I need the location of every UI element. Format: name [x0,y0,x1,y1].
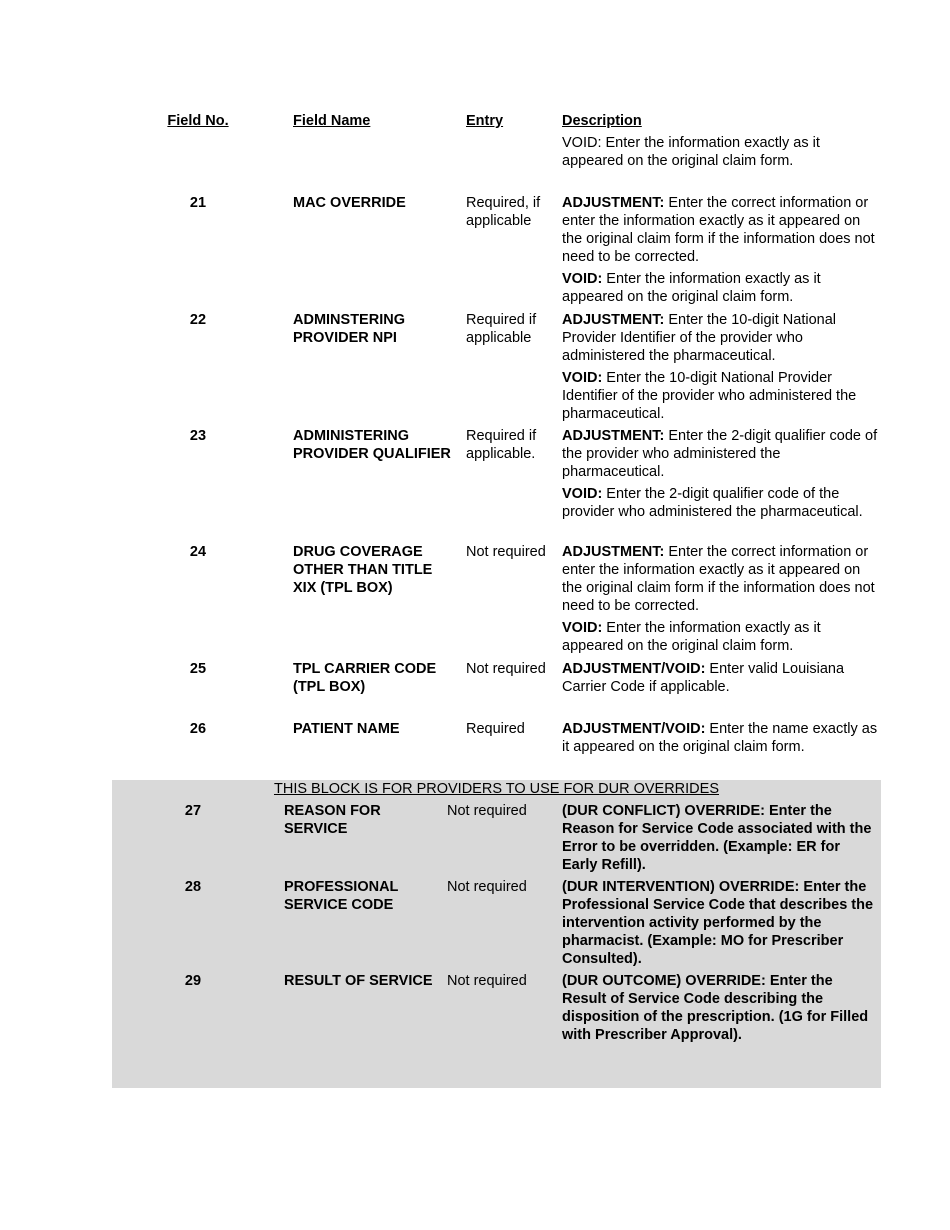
field-entry: Not required [447,803,527,819]
desc-text: Enter the 10-digit National Provider Identifier of the provider who administered the pharmaceutical. [562,370,857,422]
field-description: (DUR CONFLICT) OVERRIDE: Enter the Reason for Service Code associated with the Error to be overridden. (Example: ER for Early Refill). [562,803,872,873]
field-entry: Not required [466,661,546,677]
field-name: ADMINISTERING PROVIDER QUALIFIER [293,428,451,462]
field-entry: Required if applicable. [466,428,537,462]
field-name: PROFESSIONAL SERVICE CODE [284,879,399,913]
field-entry: Not required [447,973,527,989]
field-name: TPL CARRIER CODE (TPL BOX) [293,661,437,695]
desc-label: VOID: [562,486,603,502]
field-number: 29 [184,973,202,989]
desc-label: ADJUSTMENT: [562,312,665,328]
desc-text: Enter the 2-digit qualifier code of the provider who administered the pharmaceutical. [562,486,863,520]
field-number: 27 [184,803,202,819]
header-field-no: Field No. [167,113,229,129]
desc-text: Enter the correct information or enter the information exactly as it appeared on the original claim form if the information does not need to be corrected. [562,195,875,265]
desc-label: ADJUSTMENT/VOID: [562,661,706,677]
desc-text: Enter the name exactly as it appeared on the original claim form. [562,721,878,755]
field-name: REASON FOR SERVICE [284,803,381,837]
field-entry: Not required [466,544,546,560]
desc-text: Enter the 2-digit qualifier code of the provider who administered the pharmaceutical. [562,428,878,480]
desc-text: Enter the correct information or enter the information exactly as it appeared on the original claim form if the information does not need to be corrected. [562,544,875,614]
field-entry: Required if applicable [466,312,537,346]
field-description [562,543,878,659]
field-name: MAC OVERRIDE [293,195,406,211]
desc-label: VOID: [562,370,603,386]
field-number: 26 [189,721,207,737]
desc-label: ADJUSTMENT: [562,195,665,211]
field-name: DRUG COVERAGE OTHER THAN TITLE XIX (TPL BOX) [293,544,433,596]
header-entry: Entry [466,113,504,129]
field-description: (DUR INTERVENTION) OVERRIDE: Enter the Professional Service Code that describes the intervention activity performed by the pharmacist. (Example: MO for Prescriber Consulted). [562,879,874,967]
field-description [562,311,878,427]
desc-label: ADJUSTMENT: [562,428,665,444]
field-description [562,720,878,760]
field-description: (DUR OUTCOME) OVERRIDE: Enter the Result of Service Code describing the disposition of the prescription. (1G for Filled with Prescriber Approval). [562,973,869,1043]
field-number: 23 [189,428,207,444]
field-entry: Required [466,721,525,737]
desc-label: ADJUSTMENT: [562,544,665,560]
field-entry: Not required [447,879,527,895]
dur-block-title: THIS BLOCK IS FOR PROVIDERS TO USE FOR DUR OVERRIDES [273,781,719,797]
header-field-name: Field Name [293,113,371,129]
field-number: 22 [189,312,207,328]
field-name: PATIENT NAME [293,721,400,737]
field-number: 25 [189,661,207,677]
desc-text: Enter the information exactly as it appeared on the original claim form. [562,271,821,305]
field-description [562,194,878,310]
header-description: Description [562,113,642,129]
field-number: 21 [189,195,207,211]
desc-text: Enter the 10-digit National Provider Identifier of the provider who administered the pharmaceutical. [562,312,836,364]
field-name: RESULT OF SERVICE [284,973,433,989]
desc-label: ADJUSTMENT/VOID: [562,721,706,737]
field-entry: Required, if applicable [466,195,541,229]
desc-label: VOID: [562,271,603,287]
field-description [562,660,878,700]
continued-void-text: VOID: Enter the information exactly as it appeared on the original claim form. [562,135,820,169]
desc-text: Enter valid Louisiana Carrier Code if applicable. [562,661,845,695]
field-number: 28 [184,879,202,895]
field-name: ADMINSTERING PROVIDER NPI [293,312,405,346]
desc-text: Enter the information exactly as it appeared on the original claim form. [562,620,821,654]
desc-label: VOID: [562,620,603,636]
field-number: 24 [189,544,207,560]
field-description [562,427,878,525]
